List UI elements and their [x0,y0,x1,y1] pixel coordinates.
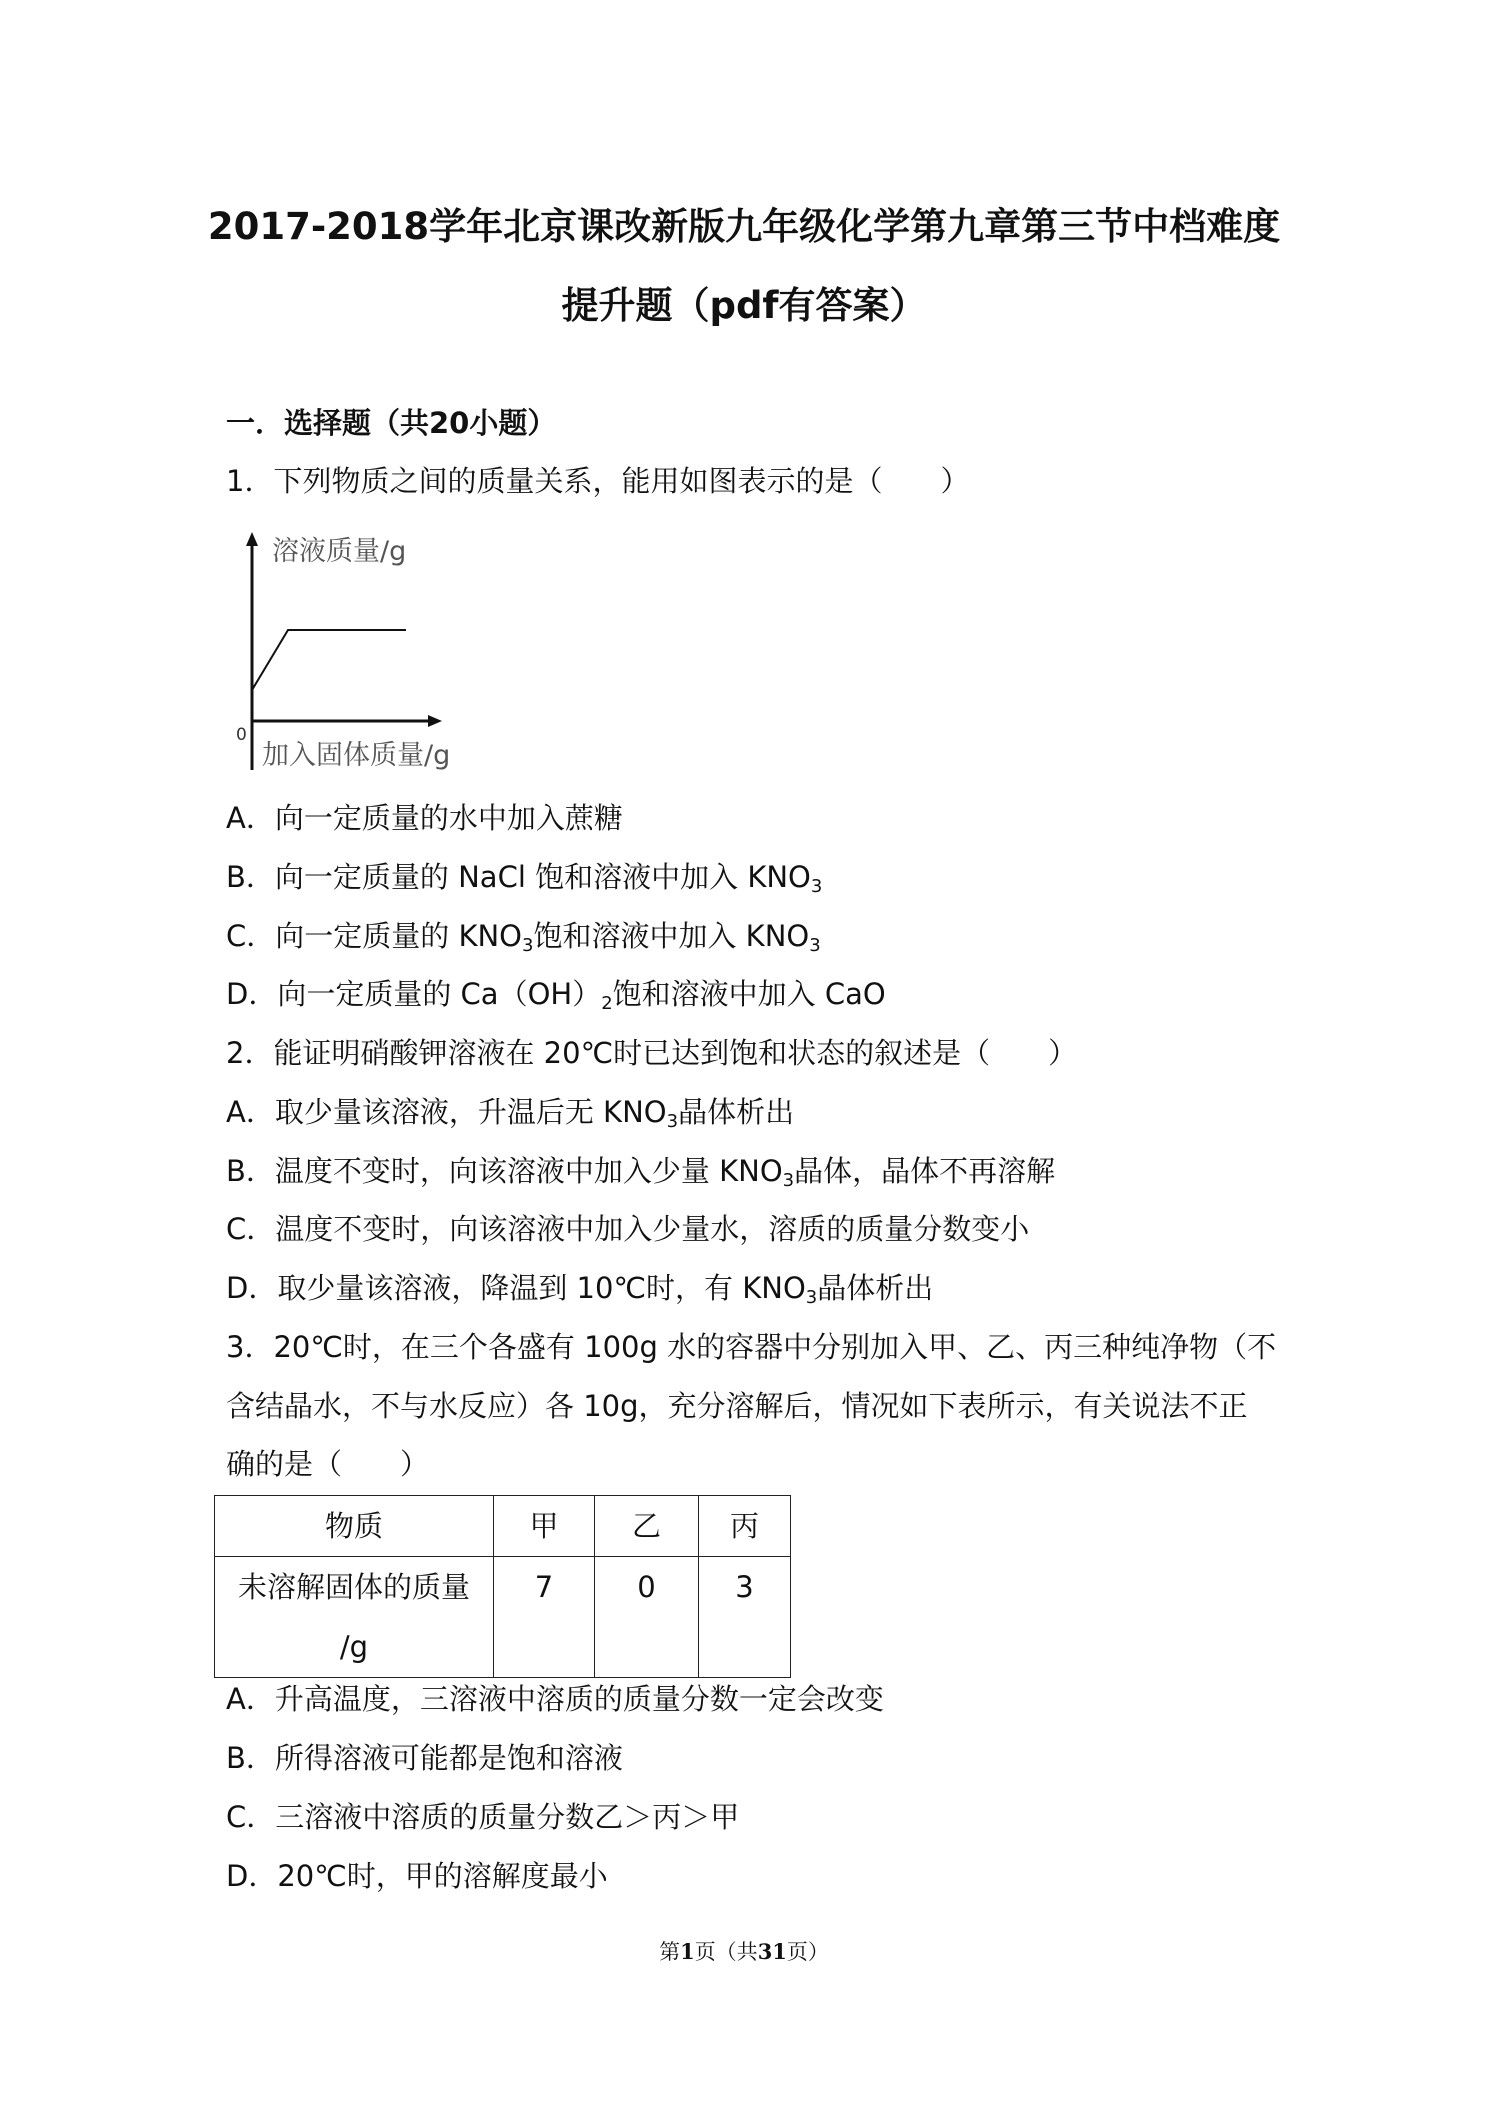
graph-y-label: 溶液质量/g [272,536,407,567]
q3-stem-line2: 含结晶水，不与水反应）各 10g，充分溶解后，情况如下表所示，有关说法不正 [226,1389,1248,1423]
table-cell: 3 [699,1557,791,1678]
graph-line [252,630,406,690]
q2-option-c: C．温度不变时，向该溶液中加入少量水，溶质的质量分数变小 [226,1212,1030,1246]
table-row [215,1557,791,1678]
q1-option-d: D．向一定质量的 $Ca(OH)_2$饱和溶液中加入 CaO [226,977,886,1014]
q3-option-b: B．所得溶液可能都是饱和溶液 [226,1741,623,1775]
q3-option-d: D．20℃时，甲的溶解度最小 [226,1859,608,1893]
graph-y-arrow [246,532,258,546]
q1-option-c: C．向一定质量的 $KNO_3$饱和溶液中加入 $KNO_3$ [226,919,821,956]
table-cell: 7 [494,1557,595,1678]
table-header-cell: 物质 [215,1496,494,1557]
graph-origin-label: 0 [236,725,247,745]
q2-option-b: B．温度不变时，向该溶液中加入少量 $KNO_3$晶体，晶体不再溶解 [226,1154,1056,1191]
table-row-label: 未溶解固体的质量 /g [215,1557,494,1678]
table-header-cell: 丙 [699,1496,791,1557]
q2-stem: 2．能证明硝酸钾溶液在 20℃时已达到饱和状态的叙述是（ ） [226,1036,1078,1070]
q3-option-c: C．三溶液中溶质的质量分数乙＞丙＞甲 [226,1800,740,1834]
q2-option-a: A．取少量该溶液，升温后无 $KNO_3$晶体析出 [226,1095,795,1132]
document-title-line1: 2017-2018学年北京课改新版九年级化学第九章第三节中档难度 [207,205,1281,248]
table-header-cell: 甲 [494,1496,595,1557]
q3-stem-line3: 确的是（ ） [226,1447,430,1481]
q3-option-a: A．升高温度，三溶液中溶质的质量分数一定会改变 [226,1682,884,1716]
q1-option-b: B．向一定质量的 NaCl 饱和溶液中加入 $KNO_3$ [226,860,823,897]
q2-option-d: D．取少量该溶液，降温到 10℃时，有 $KNO_3$晶体析出 [226,1271,934,1308]
page-footer: 第1页（共31页） [659,1939,829,1964]
table-cell: 0 [595,1557,699,1678]
q3-data-table [214,1495,791,1678]
q1-option-a: A．向一定质量的水中加入蔗糖 [226,801,623,835]
q1-stem: 1．下列物质之间的质量关系，能用如图表示的是（ ） [226,464,970,498]
table-header-cell: 乙 [595,1496,699,1557]
q1-graph [226,530,466,780]
table-header-row [215,1496,791,1557]
graph-x-arrow [428,715,442,727]
section-heading: 一．选择题（共20小题） [226,406,557,440]
graph-x-label: 加入固体质量/g [262,740,451,771]
q3-stem-line1: 3．20℃时，在三个各盛有 100g 水的容器中分别加入甲、乙、丙三种纯净物（不 [226,1330,1277,1364]
document-title-line2: 提升题（pdf有答案） [561,284,927,327]
